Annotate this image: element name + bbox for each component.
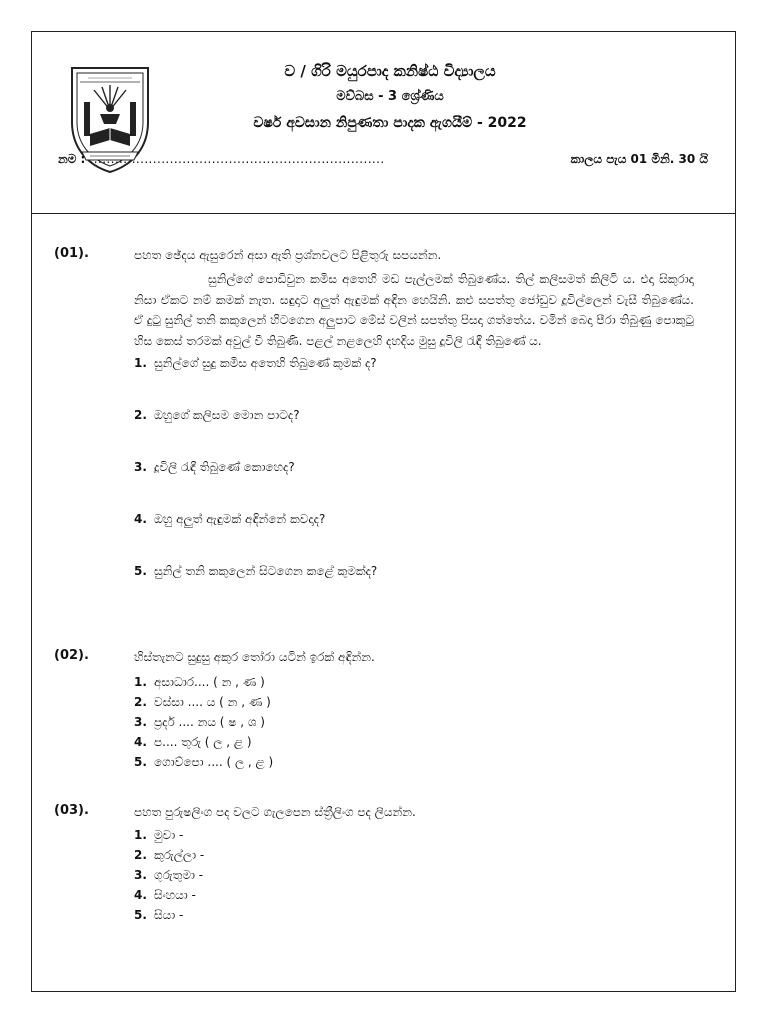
list-item: 3. දූවිලි රැඳී තිබුණේ කොහෙද?: [134, 460, 295, 474]
question-number: (03).: [54, 803, 89, 818]
list-item: 3. ප්‍රදර් .... නය ( ෂ , ශ ): [134, 715, 265, 729]
header-divider: [32, 213, 735, 214]
question-items: [134, 353, 694, 613]
question-instruction: පහත ඡේදය ඇසුරෙන් අසා ඇති ප්‍රශ්නවලට පිළිතුරු සපයන්න.: [134, 248, 442, 262]
list-item: 2. වස්සා .... ය ( න , ණ ): [134, 695, 271, 709]
question-instruction: පහත පුරුෂලිංග පද වලට ගැලපෙන ස්ත්‍රීලිංග පද ලියන්න.: [134, 805, 416, 819]
exam-duration: කාලය පැය 01 මිනි. 30 යි: [570, 152, 708, 166]
list-item: 5. සියා -: [134, 908, 184, 922]
list-item: 5. සුනිල් තනි කකුලෙන් සිටගෙන කළේ කුමක්ද?: [134, 564, 378, 578]
question-instruction: හිස්තැනට සුදුසු අකුර තෝරා යටින් ඉරක් අඳින්න.: [134, 650, 375, 664]
name-blank: ......................................................................: [89, 152, 385, 166]
subject-grade: මව්බස - 3 ශ්‍රේණිය: [336, 89, 444, 104]
list-item: 4. ඔහු අලුත් ඇඳුමක් අඳින්නේ කවදාද?: [134, 512, 326, 526]
list-item: 4. සිංහයා -: [134, 888, 196, 902]
question-items: [134, 825, 694, 925]
list-item: 1. අසාධාර.... ( න , ණ ): [134, 675, 265, 689]
list-item: 2. කුරුල්ලා -: [134, 848, 205, 862]
question-body: [134, 246, 694, 613]
student-name-line: [58, 152, 385, 167]
question-number: (02).: [54, 648, 89, 663]
question-body: [134, 803, 694, 925]
list-item: 1. මුවා -: [134, 828, 184, 842]
question-items: [134, 672, 694, 772]
exam-title: වර්ෂ අවසාන නිපුණතා පාදක ඇගයීම් - 2022: [253, 115, 527, 131]
school-name: ව / ගිරි මයුරපාද කනිෂ්ඨ විද්‍යාලය: [284, 62, 496, 80]
name-label: නම :: [58, 152, 86, 166]
list-item: 4. ප.... තුරු ( ල , ළ ): [134, 735, 252, 749]
list-item: 2. ඔහුගේ කලිසම මොන පාටද?: [134, 408, 300, 422]
list-item: 1. සුනිල්ගේ සුදු කමිස අතෙහි තිබුණේ කුමක් ද?: [134, 356, 377, 370]
question-number: (01).: [54, 246, 89, 261]
list-item: 5. ගොව්පො .... ( ල , ළ ): [134, 755, 274, 769]
list-item: 3. ගුරුතුමා -: [134, 868, 204, 882]
header-titles: [160, 58, 620, 134]
reading-passage: සුනිල්ගේ පොඩිවුන කමිස අතෙහි මඩ පැල්ලමක් තිබුණේය. තිල් කලිසමත් කිලිටි ය. එදා සිකුරාදා නිසා ඒකට නම් කමක් නැත. සඳුදාට අලුත් ඇඳුමක් අඳින හෙයිනි. කළු සපත්තු ජෝඩුව දූවිල්ලෙන් වැසී තිබුණේය. ඒ දුටු සුනිල් තනි කකුලෙන් හිටගෙන අලුපාට මේස් වලින් සපත්තු පිසදා ගත්තේය. වමින් බෙදා පීරා තිබුණු පොකුටු හිස කෙස් තරමක් අවුල් වී තිබුණි. පළල් නළලෙහි දහදිය මුසු දූවිලි රැඳී තිබුණේ ය.: [134, 272, 694, 348]
question-body: [134, 648, 694, 772]
